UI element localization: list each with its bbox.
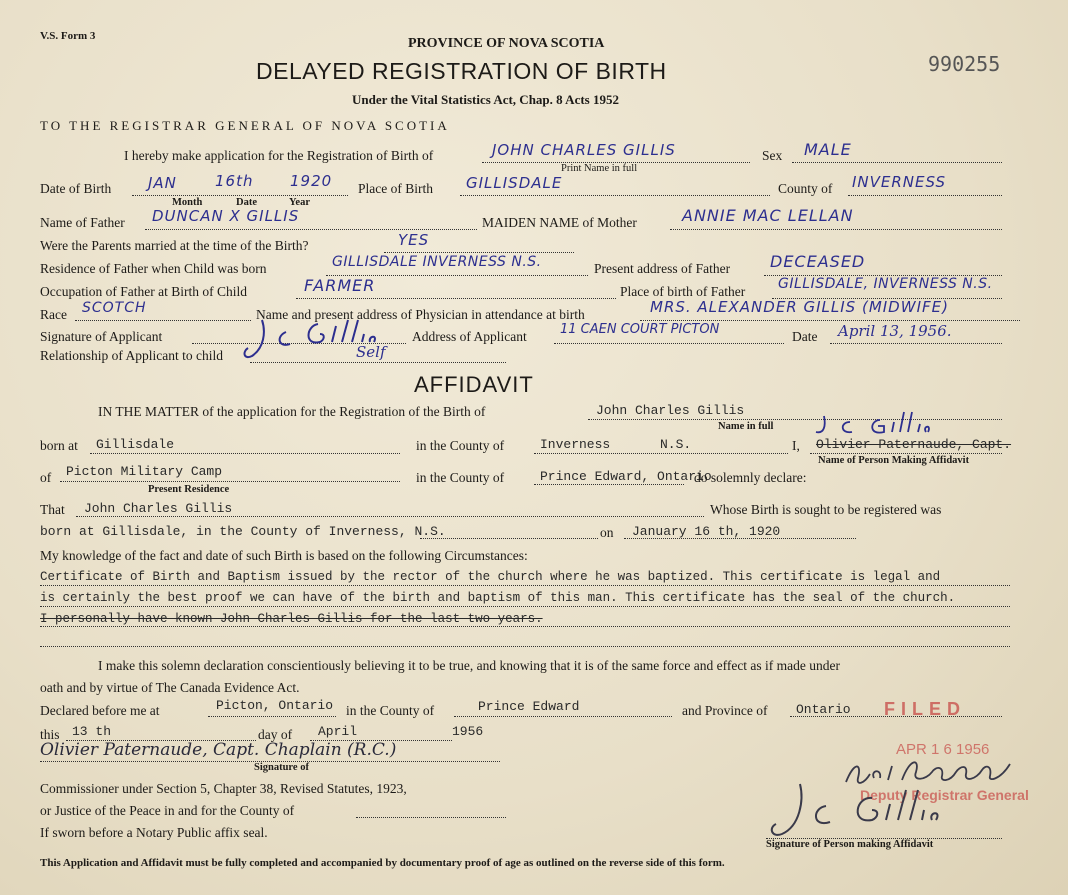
applicant-address-value: 11 CAEN COURT PICTON [560, 322, 720, 337]
of-label: of [40, 470, 52, 485]
sex-label: Sex [762, 148, 783, 163]
deponent-signature [760, 780, 960, 842]
father-birthplace-label: Place of birth of Father [620, 284, 746, 299]
aff-county2-value: Prince Edward, Ontario [540, 469, 712, 484]
form-title: DELAYED REGISTRATION OF BIRTH [256, 58, 667, 84]
deputy-registrar-stamp: Deputy Registrar General [860, 787, 1029, 803]
relationship-value: Self [356, 343, 386, 361]
i-label: I, [792, 438, 800, 453]
father-value: DUNCAN X GILLIS [152, 207, 300, 225]
year-value: 1956 [452, 724, 484, 739]
province-value: Ontario [796, 702, 851, 717]
aff-county2-label: in the County of [416, 470, 505, 485]
dob-year: 1920 [290, 172, 333, 190]
on-date: January 16 th, 1920 [632, 524, 781, 539]
declared-at-value: Picton, Ontario [216, 698, 334, 713]
footer-note: This Application and Affidavit must be fully completed and accompanied by documentary proof of age as outlined on the reverse side of this form. [40, 857, 725, 869]
deponent-note: Name of Person Making Affidavit [818, 455, 970, 466]
born-at-value: Gillisdale [96, 437, 175, 452]
deponent-initials-signature [814, 410, 934, 440]
aff-county-label: in the County of [416, 438, 505, 453]
county3-value: Prince Edward [478, 699, 580, 714]
born-at-label: born at [40, 438, 78, 453]
mother-value: ANNIE MAC LELLAN [682, 206, 854, 225]
filed-stamp: FILED [884, 699, 966, 719]
commissioner-signature: Olivier Paternaude, Capt. Chaplain (R.C.) [40, 740, 397, 760]
father-label: Name of Father [40, 215, 125, 230]
dob-label: Date of Birth [40, 181, 112, 196]
applicant-address-label: Address of Applicant [412, 329, 527, 344]
county3-label: in the County of [346, 703, 435, 718]
present-residence-value: Picton Military Camp [66, 464, 223, 479]
pob-label: Place of Birth [358, 181, 433, 196]
circumstance-line-1: Certificate of Birth and Baptism issued by the rector of the church where he was baptized. This certificate is legal and [40, 570, 941, 584]
province-heading: PROVINCE OF NOVA SCOTIA [408, 36, 605, 51]
child-name: JOHN CHARLES GILLIS [492, 141, 676, 159]
solemn-line-1: I make this solemn declaration conscientiously believing it to be true, and knowing that it is of the same force and effect as if made under [98, 658, 841, 673]
notary-line: If sworn before a Notary Public affix seal. [40, 825, 268, 840]
commissioner-line: Commissioner under Section 5, Chapter 38, Revised Statutes, 1923, [40, 781, 407, 796]
declare-label: do solemnly declare: [694, 470, 807, 485]
circumstance-line-2: is certainly the best proof we can have of the birth and baptism of this man. This certificate has the seal of the church. [40, 591, 956, 605]
sex-value: MALE [804, 140, 852, 159]
relationship-label: Relationship of Applicant to child [40, 348, 223, 363]
matter-name: John Charles Gillis [596, 403, 745, 418]
present-address-label: Present address of Father [594, 261, 731, 276]
intro-label: I hereby make application for the Registration of Birth of [124, 148, 434, 163]
addressee: TO THE REGISTRAR GENERAL OF NOVA SCOTIA [40, 118, 450, 133]
signature-of-note: Signature of [254, 762, 309, 773]
race-value: SCOTCH [82, 300, 147, 316]
affidavit-heading: AFFIDAVIT [414, 372, 534, 397]
this-day-value: 13 th [72, 724, 112, 739]
act-subtitle: Under the Vital Statistics Act, Chap. 8 Acts 1952 [352, 92, 619, 107]
born-at-full: born at Gillisdale, in the County of Inverness, N.S. [40, 524, 446, 539]
present-residence-note: Present Residence [148, 484, 230, 495]
justice-line: or Justice of the Peace in and for the County of [40, 803, 295, 818]
occupation-value: FARMER [304, 276, 376, 295]
physician-value: MRS. ALEXANDER GILLIS (MIDWIFE) [650, 298, 949, 316]
signature-label: Signature of Applicant [40, 329, 163, 344]
month-note: Month [172, 197, 203, 208]
this-label: this [40, 727, 60, 742]
name-full-note: Name in full [718, 421, 774, 432]
month-value: April [318, 724, 358, 739]
aff-ns: N.S. [660, 437, 692, 452]
day-of-label: day of [258, 727, 293, 742]
declared-label: Declared before me at [40, 703, 160, 718]
date-label: Date [792, 329, 818, 344]
mother-label: MAIDEN NAME of Mother [482, 215, 637, 230]
race-label: Race [40, 307, 67, 322]
father-birthplace-value: GILLISDALE, INVERNESS N.S. [778, 276, 993, 292]
date-value: April 13, 1956. [838, 322, 952, 340]
solemn-line-2: oath and by virtue of The Canada Evidence Act. [40, 680, 300, 695]
sought-label: Whose Birth is sought to be registered was [710, 502, 942, 517]
dob-month: JAN [148, 174, 177, 192]
residence-label: Residence of Father when Child was born [40, 261, 267, 276]
residence-value: GILLISDALE INVERNESS N.S. [332, 254, 542, 270]
circumstance-line-3-struck: I personally have known John Charles Gillis for the last two years. [40, 612, 543, 626]
occupation-label: Occupation of Father at Birth of Child [40, 284, 247, 299]
knowledge-label: My knowledge of the fact and date of such Birth is based on the following Circumstances: [40, 548, 528, 563]
province-label: and Province of [682, 703, 768, 718]
dob-day: 16th [215, 172, 254, 190]
on-label: on [600, 525, 614, 540]
present-address-value: DECEASED [770, 252, 866, 271]
form-number: V.S. Form 3 [40, 30, 96, 42]
print-name-note: Print Name in full [561, 163, 638, 174]
matter-label: IN THE MATTER of the application for the Registration of the Birth of [98, 404, 486, 419]
county-label: County of [778, 181, 833, 196]
year-note: Year [289, 197, 310, 208]
date-stamp: APR 1 6 1956 [896, 741, 990, 758]
serial-number: 990255 [928, 52, 1001, 76]
aff-county-value: Inverness [540, 437, 611, 452]
physician-label: Name and present address of Physician in attendance at birth [256, 307, 585, 322]
date-note: Date [236, 197, 257, 208]
deponent-struck: Olivier Paternaude, Capt. [816, 437, 1012, 452]
that-name: John Charles Gillis [84, 501, 233, 516]
county-value: INVERNESS [852, 173, 947, 191]
married-value: YES [398, 231, 430, 249]
married-label: Were the Parents married at the time of the Birth? [40, 238, 309, 253]
pob-value: GILLISDALE [466, 174, 563, 192]
deponent-signature-note: Signature of Person making Affidavit [766, 839, 934, 850]
that-label: That [40, 502, 65, 517]
